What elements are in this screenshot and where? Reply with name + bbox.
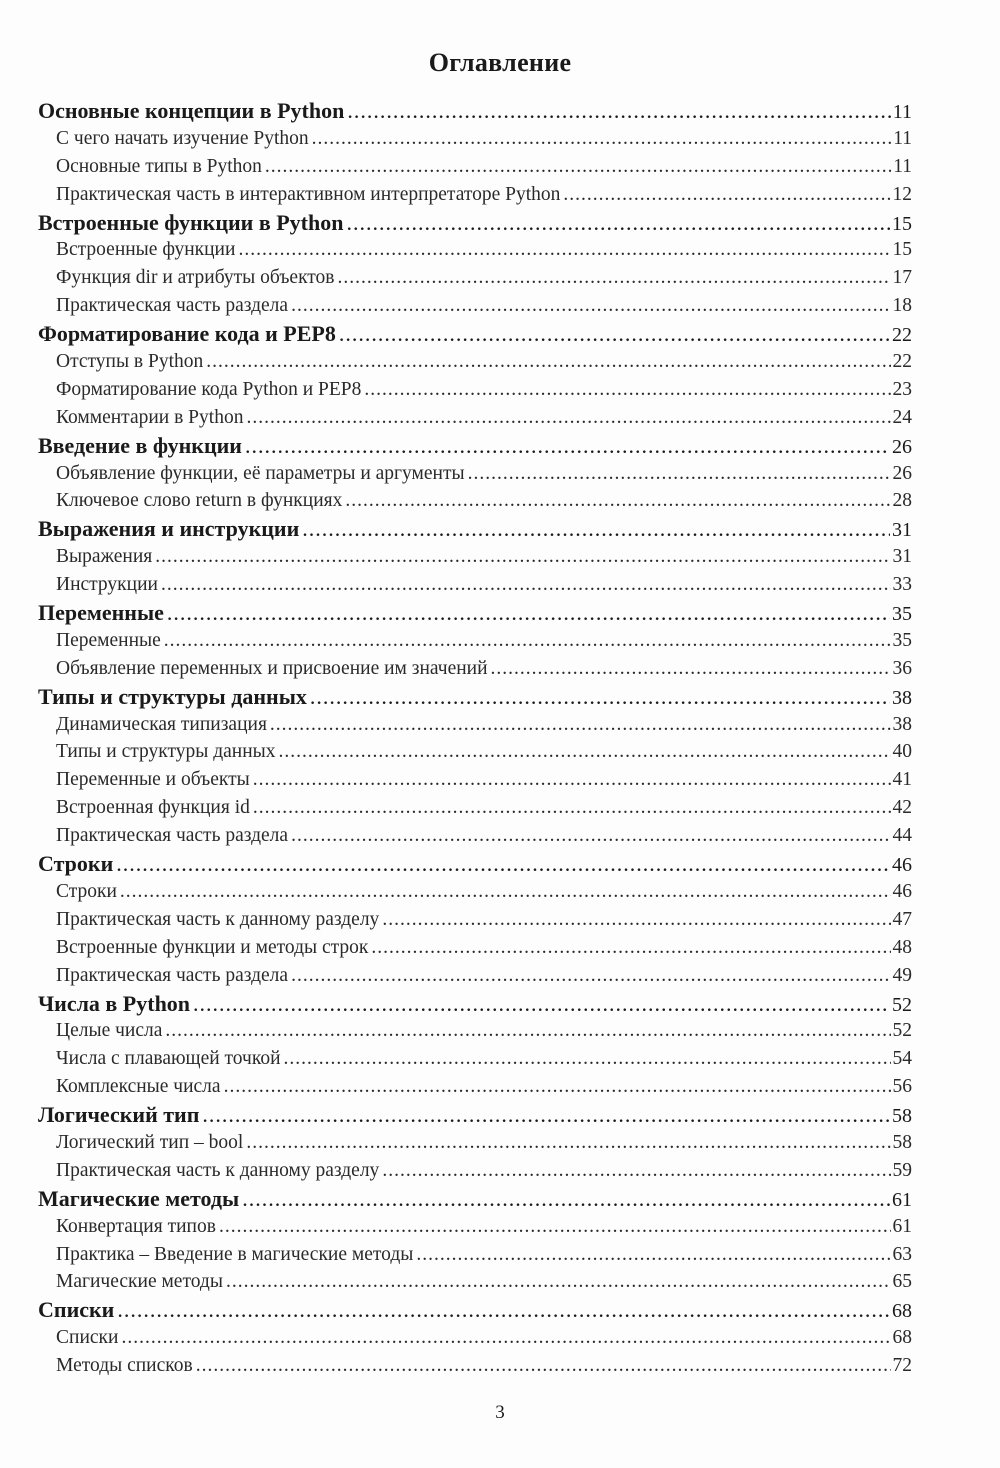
toc-entry-page: 46 <box>892 880 912 902</box>
toc-entry-page: 11 <box>892 101 912 123</box>
toc-subsection-entry[interactable] <box>38 404 912 432</box>
dot-leader <box>270 711 891 739</box>
toc-entry-page: 11 <box>893 127 912 149</box>
dot-leader <box>310 683 890 711</box>
toc-entry-title: Основные типы в Python <box>56 155 262 177</box>
toc-section-entry[interactable] <box>38 990 912 1018</box>
toc-entry-title: Списки <box>56 1327 119 1349</box>
toc-entry-page: 42 <box>892 797 912 819</box>
toc-entry-title: Целые числа <box>56 1020 163 1042</box>
table-of-contents <box>38 97 912 1380</box>
toc-entry-title: Методы списков <box>56 1355 193 1377</box>
toc-subsection-entry[interactable] <box>38 1073 912 1101</box>
toc-entry-page: 61 <box>892 1188 912 1211</box>
toc-entry-title: Магические методы <box>56 1271 223 1293</box>
toc-entry-title: Выражения и инструкции <box>38 516 300 542</box>
toc-entry-page: 68 <box>892 1327 912 1349</box>
dot-leader <box>265 153 891 181</box>
toc-entry-title: Динамическая типизация <box>56 713 267 735</box>
toc-entry-title: Практическая часть в интерактивном интерпретаторе Python <box>56 183 561 205</box>
toc-entry-page: 22 <box>892 351 912 373</box>
toc-entry-page: 52 <box>892 1020 912 1042</box>
toc-entry-page: 61 <box>892 1215 912 1237</box>
toc-entry-page: 56 <box>892 1076 912 1098</box>
dot-leader <box>202 1101 890 1129</box>
dot-leader <box>193 990 890 1018</box>
toc-entry-title: Практическая часть раздела <box>56 964 289 986</box>
toc-subsection-entry[interactable] <box>38 738 912 766</box>
toc-subsection-entry[interactable] <box>38 236 912 264</box>
toc-entry-title: Встроенная функция id <box>56 797 250 819</box>
toc-entry-title: Выражения <box>56 546 153 568</box>
dot-leader <box>291 292 890 320</box>
toc-entry-page: 46 <box>892 854 912 877</box>
dot-leader <box>164 627 891 655</box>
footer-page-number: 3 <box>495 1402 505 1423</box>
toc-subsection-entry[interactable] <box>38 264 912 292</box>
toc-entry-title: Комплексные числа <box>56 1076 221 1098</box>
toc-entry-title: Магические методы <box>38 1185 240 1211</box>
toc-entry-title: Переменные и объекты <box>56 769 250 791</box>
toc-entry-page: 26 <box>892 462 912 484</box>
toc-subsection-entry[interactable] <box>38 487 912 515</box>
toc-entry-page: 48 <box>892 936 912 958</box>
toc-entry-page: 54 <box>892 1048 912 1070</box>
dot-leader <box>284 1045 891 1073</box>
toc-subsection-entry[interactable] <box>38 1352 912 1380</box>
toc-entry-title: Основные концепции в Python <box>38 98 345 123</box>
toc-entry-page: 24 <box>892 406 912 428</box>
toc-entry-page: 12 <box>892 183 912 205</box>
toc-entry-page: 26 <box>892 435 912 458</box>
toc-entry-title: Введение в функции <box>38 432 242 458</box>
dot-leader <box>416 1241 890 1269</box>
toc-entry-title: Конвертация типов <box>56 1215 216 1237</box>
toc-entry-page: 44 <box>892 825 912 847</box>
toc-entry-page: 65 <box>892 1271 912 1293</box>
toc-entry-title: Переменные <box>56 629 161 651</box>
toc-entry-title: Практическая часть к данному разделу <box>56 1159 380 1181</box>
toc-section-entry[interactable] <box>38 515 912 543</box>
toc-entry-page: 58 <box>892 1131 912 1153</box>
toc-entry-page: 18 <box>892 295 912 317</box>
toc-entry-page: 68 <box>892 1300 912 1323</box>
toc-entry-title: Практическая часть раздела <box>56 825 289 847</box>
dot-leader <box>302 515 890 543</box>
toc-subsection-entry[interactable] <box>38 822 912 850</box>
toc-subsection-entry[interactable] <box>38 766 912 794</box>
dot-leader <box>279 738 891 766</box>
toc-section-entry[interactable] <box>38 683 912 711</box>
toc-entry-page: 41 <box>892 769 912 791</box>
dot-leader <box>196 1352 891 1380</box>
toc-entry-page: 11 <box>893 155 912 177</box>
toc-entry-page: 31 <box>892 546 912 568</box>
toc-entry-page: 49 <box>892 964 912 986</box>
toc-subsection-entry[interactable] <box>38 962 912 990</box>
dot-leader <box>468 460 891 488</box>
dot-leader <box>291 962 890 990</box>
toc-subsection-entry[interactable] <box>38 181 912 209</box>
toc-entry-title: Строки <box>38 851 114 877</box>
toc-section-entry[interactable] <box>38 1296 912 1324</box>
dot-leader <box>346 209 890 237</box>
dot-leader <box>312 125 892 153</box>
dot-leader <box>117 1296 890 1324</box>
toc-entry-page: 15 <box>892 239 912 261</box>
dot-leader <box>226 1268 891 1296</box>
toc-subsection-entry[interactable] <box>38 292 912 320</box>
toc-entry-page: 23 <box>892 378 912 400</box>
dot-leader <box>253 794 891 822</box>
toc-section-entry[interactable] <box>38 97 912 125</box>
toc-section-entry[interactable] <box>38 1185 912 1213</box>
dot-leader <box>245 432 890 460</box>
dot-leader <box>242 1185 890 1213</box>
toc-subsection-entry[interactable] <box>38 1324 912 1352</box>
toc-subsection-entry[interactable] <box>38 655 912 683</box>
toc-entry-title: Объявление переменных и присвоение им значений <box>56 657 488 679</box>
toc-entry-title: Объявление функции, её параметры и аргументы <box>56 462 465 484</box>
dot-leader <box>491 655 891 683</box>
toc-subsection-entry[interactable] <box>38 348 912 376</box>
dot-leader <box>253 766 891 794</box>
toc-section-entry[interactable] <box>38 320 912 348</box>
toc-section-entry[interactable] <box>38 850 912 878</box>
dot-leader <box>246 404 890 432</box>
toc-subsection-entry[interactable] <box>38 125 912 153</box>
toc-entry-title: Практическая часть к данному разделу <box>56 908 380 930</box>
dot-leader <box>339 320 890 348</box>
toc-subsection-entry[interactable] <box>38 627 912 655</box>
dot-leader <box>155 543 890 571</box>
dot-leader <box>382 1157 890 1185</box>
toc-entry-page: 36 <box>892 657 912 679</box>
toc-entry-title: Комментарии в Python <box>56 406 244 428</box>
toc-entry-title: Числа в Python <box>38 990 191 1016</box>
toc-subsection-entry[interactable] <box>38 711 912 739</box>
dot-leader <box>371 934 890 962</box>
toc-entry-page: 22 <box>892 324 912 347</box>
toc-subsection-entry[interactable] <box>38 571 912 599</box>
toc-subsection-entry[interactable] <box>38 543 912 571</box>
toc-entry-title: Практическая часть раздела <box>56 295 289 317</box>
toc-entry-page: 40 <box>892 741 912 763</box>
dot-leader <box>382 906 890 934</box>
toc-entry-title: С чего начать изучение Python <box>56 127 309 149</box>
dot-leader <box>167 599 890 627</box>
toc-entry-title: Строки <box>56 880 117 902</box>
dot-leader <box>121 1324 890 1352</box>
toc-entry-page: 17 <box>892 267 912 289</box>
toc-entry-title: Логический тип – bool <box>56 1131 244 1153</box>
toc-section-entry[interactable] <box>38 599 912 627</box>
dot-leader <box>120 878 891 906</box>
dot-leader <box>563 181 890 209</box>
toc-entry-title: Практика – Введение в магические методы <box>56 1243 414 1265</box>
toc-entry-title: Встроенные функции и методы строк <box>56 936 369 958</box>
toc-section-entry[interactable] <box>38 1101 912 1129</box>
toc-entry-page: 59 <box>892 1159 912 1181</box>
toc-subsection-entry[interactable] <box>38 1268 912 1296</box>
toc-entry-title: Отступы в Python <box>56 351 204 373</box>
toc-entry-page: 72 <box>892 1355 912 1377</box>
dot-leader <box>161 571 891 599</box>
toc-entry-title: Инструкции <box>56 574 158 596</box>
toc-entry-title: Встроенные функции <box>56 239 236 261</box>
toc-entry-title: Типы и структуры данных <box>38 683 307 709</box>
toc-subsection-entry[interactable] <box>38 1241 912 1269</box>
dot-leader <box>338 264 891 292</box>
toc-entry-title: Форматирование кода Python и PEP8 <box>56 378 362 400</box>
dot-leader <box>347 97 890 125</box>
toc-entry-title: Переменные <box>38 600 164 626</box>
dot-leader <box>291 822 890 850</box>
dot-leader <box>364 376 890 404</box>
dot-leader <box>116 850 890 878</box>
toc-subsection-entry[interactable] <box>38 1045 912 1073</box>
toc-entry-page: 35 <box>892 629 912 651</box>
toc-subsection-entry[interactable] <box>38 906 912 934</box>
toc-entry-page: 15 <box>892 212 912 235</box>
toc-entry-page: 58 <box>892 1105 912 1128</box>
toc-subsection-entry[interactable] <box>38 1129 912 1157</box>
toc-entry-title: Числа с плавающей точкой <box>56 1048 281 1070</box>
toc-entry-title: Типы и структуры данных <box>56 741 276 763</box>
toc-subsection-entry[interactable] <box>38 376 912 404</box>
toc-entry-page: 38 <box>892 713 912 735</box>
dot-leader <box>165 1017 890 1045</box>
toc-subsection-entry[interactable] <box>38 153 912 181</box>
toc-entry-page: 33 <box>892 574 912 596</box>
toc-entry-title: Ключевое слово return в функциях <box>56 490 343 512</box>
toc-entry-page: 63 <box>892 1243 912 1265</box>
toc-subsection-entry[interactable] <box>38 1213 912 1241</box>
dot-leader <box>224 1073 891 1101</box>
toc-section-entry[interactable] <box>38 432 912 460</box>
toc-entry-page: 35 <box>892 603 912 626</box>
toc-entry-title: Функция dir и атрибуты объектов <box>56 267 335 289</box>
toc-subsection-entry[interactable] <box>38 1157 912 1185</box>
toc-subsection-entry[interactable] <box>38 460 912 488</box>
toc-entry-page: 28 <box>892 490 912 512</box>
toc-entry-page: 31 <box>892 519 912 542</box>
toc-entry-page: 47 <box>892 908 912 930</box>
dot-leader <box>246 1129 890 1157</box>
dot-leader <box>345 487 890 515</box>
page-title: Оглавление <box>428 48 572 77</box>
toc-subsection-entry[interactable] <box>38 1017 912 1045</box>
dot-leader <box>219 1213 891 1241</box>
toc-section-entry[interactable] <box>38 209 912 237</box>
toc-entry-title: Логический тип <box>38 1102 200 1128</box>
toc-entry-page: 38 <box>892 686 912 709</box>
toc-entry-title: Форматирование кода и PEP8 <box>38 321 336 347</box>
dot-leader <box>206 348 890 376</box>
toc-subsection-entry[interactable] <box>38 794 912 822</box>
toc-entry-page: 52 <box>892 993 912 1016</box>
dot-leader <box>238 236 890 264</box>
toc-entry-title: Списки <box>38 1297 115 1323</box>
toc-subsection-entry[interactable] <box>38 934 912 962</box>
toc-entry-title: Встроенные функции в Python <box>38 209 344 235</box>
toc-subsection-entry[interactable] <box>38 878 912 906</box>
